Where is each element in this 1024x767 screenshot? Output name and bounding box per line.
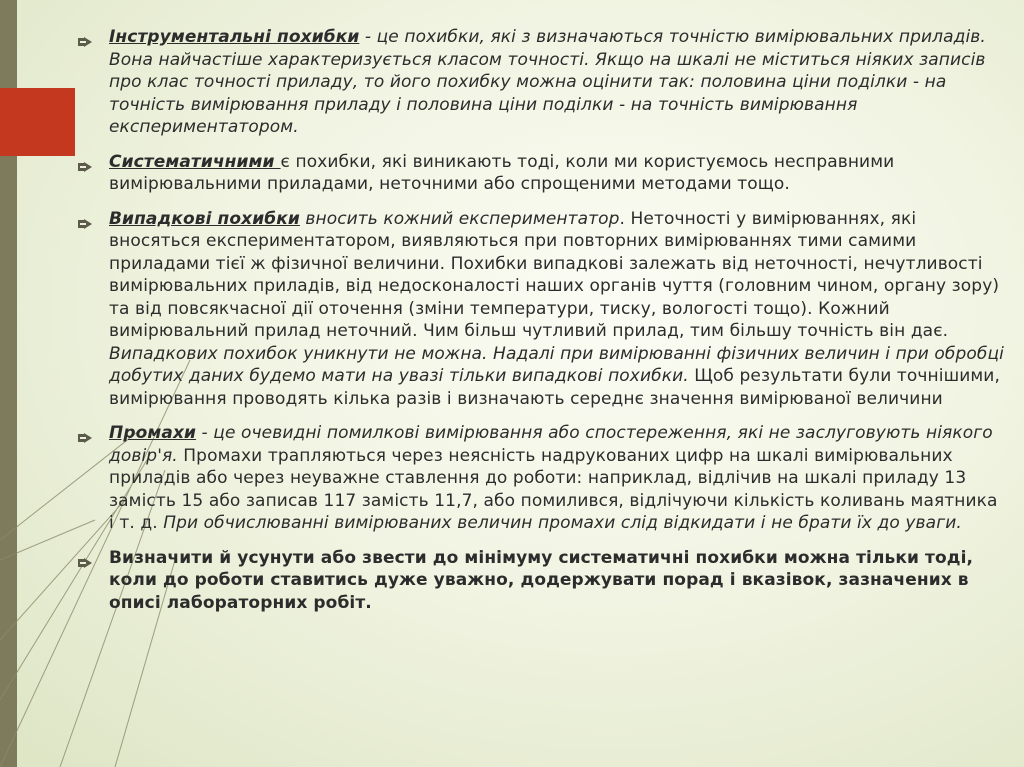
arrow-bullet-icon [78,208,109,233]
term-instrumental: Інструментальні похибки [109,27,360,47]
random-note: Випадкових похибок уникнути не можна. Надалі при вимірюванні фізичних величин і при обробці добутих даних будемо мати на увазі тільки випадкові похибки. [109,343,1004,386]
content [78,26,1004,626]
blunders-note: При обчислюванні вимірюваних величин промахи слід відкидати і не брати їх до уваги. [163,513,962,533]
instrumental-definition: - це похибки, які з визначаються точністю вимірювальних приладів. Вона найчастіше характеризується класом точності. Якщо на шкалі не міститься ніяких записів про клас точності приладу, то його похибку можна оцінити так: половина ціни поділки - на точність вимірювання приладу і половина ціни поділки - на точність вимірювання експериментатором. [109,27,986,137]
item-text [109,151,1004,196]
term-random: Випадкові похибки [109,208,300,229]
list-item-instrumental [78,26,1004,139]
list-item-systematic [78,151,1004,196]
systematic-definition: є похибки, які виникають тоді, коли ми користуємось несправними вимірювальними приладами, неточними або спрощеними методами тощо. [109,151,895,194]
term-blunders: Промахи [109,423,197,443]
blunders-body: Промахи трапляються через неясність надрукованих цифр на шкалі вимірювальних приладів або через неуважне ставлення до роботи: наприклад, відлічив на шкалі приладу 13 замість 15 або записав 117 замість 11,7, або помилився, відлічуючи кількість коливань маятника і т. д. [109,445,998,533]
list-item-blunders [78,422,1004,535]
term-systematic: Систематичними [109,151,281,172]
blunders-definition: - це очевидні помилкові вимірювання або спостереження, які не заслуговують ніякого довір'я. [109,423,993,466]
random-body: . Неточності у вимірюваннях, які вносяться експериментатором, виявляються при повторних вимірюваннях тими самими приладами тієї ж фізичної величини. Похибки випадкові залежать від неточності, нечутливості вимірювальних приладів, від недосконалості наших органів чуття (головним чином, органу зору) та від повсякчасної дії оточення (зміни температури, тиску, вологості тощо). Кожний вимірювальний прилад неточний. Чим більш чутливий прилад, тим більшу точність він дає. [109,208,1000,341]
random-conclusion: Щоб результати були точнішими, вимірювання проводять кілька разів і визначають середнє значення вимірюваної величини [109,366,1000,409]
arrow-bullet-icon [78,151,109,176]
list-item-random [78,208,1004,411]
conclusion-text: Визначити й усунути або звести до мінімуму систематичні похибки можна тільки тоді, коли до роботи ставитись дуже уважно, додержувати порад і вказівок, зазначених в описі лабораторних робіт. [109,547,974,613]
arrow-bullet-icon [78,26,109,51]
random-intro: вносить кожний експериментатор [299,208,620,229]
item-text [109,422,1004,535]
arrow-bullet-icon [78,422,109,447]
arrow-bullet-icon [78,547,109,572]
list-item-conclusion [78,547,1004,615]
item-text [109,208,1004,411]
item-text [109,26,1004,139]
